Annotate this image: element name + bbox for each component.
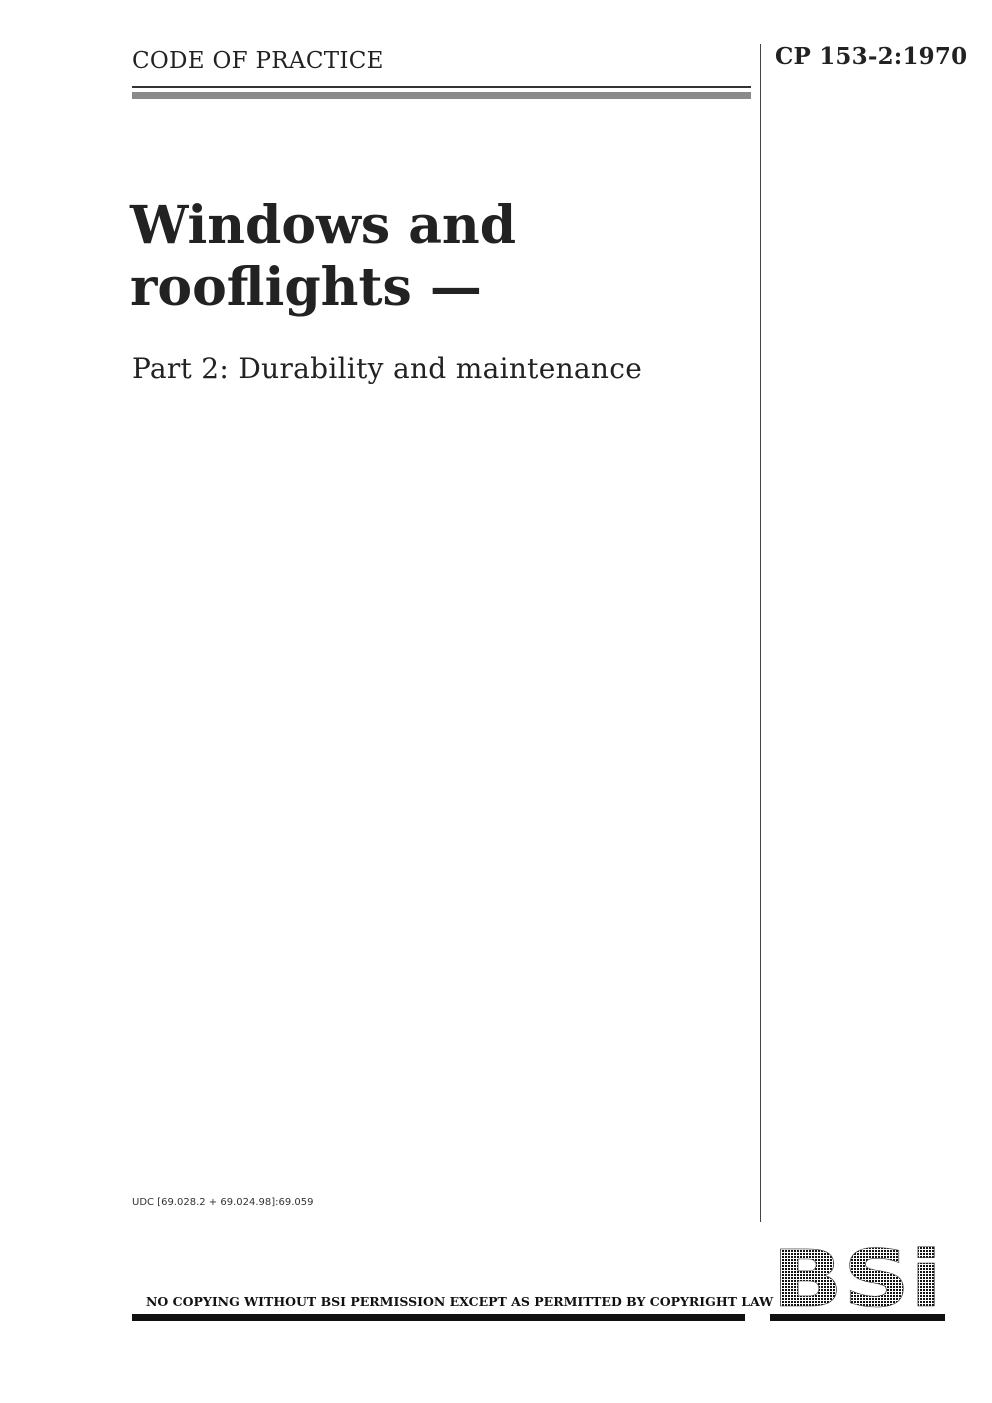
title-line-1: Windows and (130, 195, 517, 256)
vertical-divider (760, 44, 761, 1222)
document-subtitle: Part 2: Durability and maintenance (132, 352, 643, 385)
standard-number: CP 153-2:1970 (775, 43, 968, 70)
footer-bar-left (132, 1314, 745, 1321)
bsi-logo-text: BSi (772, 1244, 942, 1310)
footer-bar-right (770, 1314, 945, 1321)
document-title (130, 195, 516, 319)
series-label: CODE OF PRACTICE (132, 48, 384, 74)
header-rule-thick (132, 92, 751, 99)
header-rule-thin (132, 86, 751, 88)
title-line-2: rooflights — (130, 257, 482, 318)
udc-classification: UDC [69.028.2 + 69.024.98]:69.059 (132, 1197, 314, 1208)
bsi-logo (770, 1244, 945, 1310)
copyright-notice: NO COPYING WITHOUT BSI PERMISSION EXCEPT AS PERMITTED BY COPYRIGHT LAW (146, 1294, 774, 1309)
